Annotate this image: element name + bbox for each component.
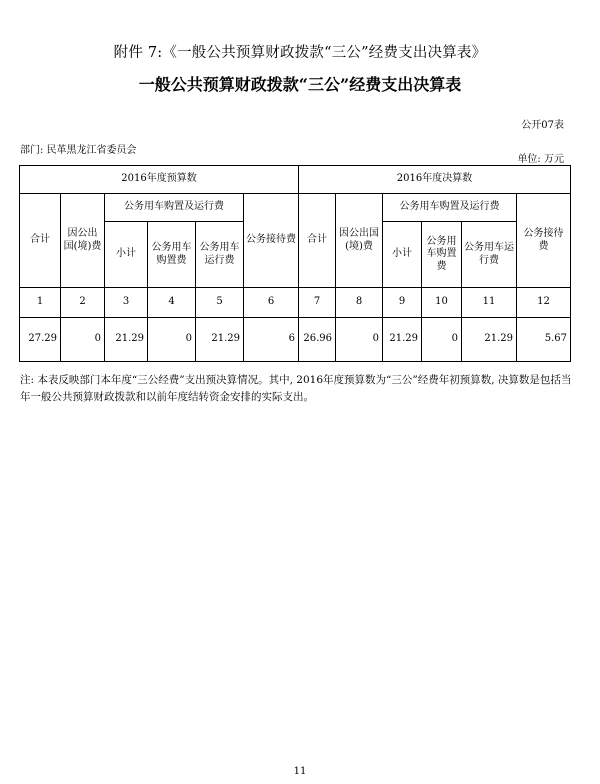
final-abroad-header: 因公出国(境)费 bbox=[336, 194, 383, 288]
final-vehicle-group-header: 公务用车购置及运行费 bbox=[383, 194, 517, 222]
column-number: 9 bbox=[383, 288, 422, 318]
budget-subtotal-header: 小计 bbox=[105, 222, 148, 288]
final-subtotal-header: 小计 bbox=[383, 222, 422, 288]
column-number-row bbox=[20, 288, 571, 318]
column-number: 4 bbox=[148, 288, 196, 318]
budget-vehicle-purchase-value: 0 bbox=[148, 318, 196, 362]
page-title: 一般公共预算财政拨款“三公”经费支出决算表 bbox=[138, 75, 462, 94]
final-vehicle-operation-header: 公务用车运行费 bbox=[462, 222, 517, 288]
page-number: 11 bbox=[293, 766, 307, 777]
budget-group-header: 2016年度预算数 bbox=[20, 166, 299, 194]
three-public-expenses-table bbox=[19, 165, 571, 362]
budget-vehicle-purchase-header: 公务用车购置费 bbox=[148, 222, 196, 288]
column-number: 1 bbox=[20, 288, 61, 318]
budget-abroad-header: 因公出国(境)费 bbox=[61, 194, 105, 288]
budget-abroad-value: 0 bbox=[61, 318, 105, 362]
final-group-header: 2016年度决算数 bbox=[299, 166, 571, 194]
final-vehicle-purchase-header: 公务用车购置费 bbox=[422, 222, 462, 288]
final-subtotal-value: 21.29 bbox=[383, 318, 422, 362]
attachment-title: 附件 7:《一般公共预算财政拨款“三公”经费支出决算表》 bbox=[113, 45, 487, 61]
final-total-header: 合计 bbox=[299, 194, 336, 288]
column-number: 7 bbox=[299, 288, 336, 318]
column-number: 10 bbox=[422, 288, 462, 318]
table-row bbox=[20, 318, 571, 362]
budget-vehicle-group-header: 公务用车购置及运行费 bbox=[105, 194, 244, 222]
budget-vehicle-operation-value: 21.29 bbox=[196, 318, 244, 362]
column-number: 6 bbox=[244, 288, 299, 318]
budget-reception-header: 公务接待费 bbox=[244, 194, 299, 288]
department-label: 部门: 民革黑龙江省委员会 bbox=[20, 145, 137, 156]
column-number: 2 bbox=[61, 288, 105, 318]
final-vehicle-purchase-value: 0 bbox=[422, 318, 462, 362]
final-abroad-value: 0 bbox=[336, 318, 383, 362]
budget-reception-value: 6 bbox=[244, 318, 299, 362]
final-reception-header: 公务接待费 bbox=[517, 194, 571, 288]
column-number: 5 bbox=[196, 288, 244, 318]
final-total-value: 26.96 bbox=[299, 318, 336, 362]
final-vehicle-operation-value: 21.29 bbox=[462, 318, 517, 362]
final-reception-value: 5.67 bbox=[517, 318, 571, 362]
budget-total-value: 27.29 bbox=[20, 318, 61, 362]
budget-subtotal-value: 21.29 bbox=[105, 318, 148, 362]
table-code: 公开07表 bbox=[521, 120, 564, 131]
column-number: 3 bbox=[105, 288, 148, 318]
table-note: 注: 本表反映部门本年度“三公经费”支出预决算情况。其中, 2016年度预算数为“三公”经费年初预算数, 决算数是包括当年一般公共预算财政拨款和以前年度结转资金安排的实际支出。 bbox=[20, 374, 572, 403]
budget-total-header: 合计 bbox=[20, 194, 61, 288]
column-number: 12 bbox=[517, 288, 571, 318]
unit-label: 单位: 万元 bbox=[517, 154, 564, 165]
budget-vehicle-operation-header: 公务用车运行费 bbox=[196, 222, 244, 288]
column-number: 11 bbox=[462, 288, 517, 318]
column-number: 8 bbox=[336, 288, 383, 318]
